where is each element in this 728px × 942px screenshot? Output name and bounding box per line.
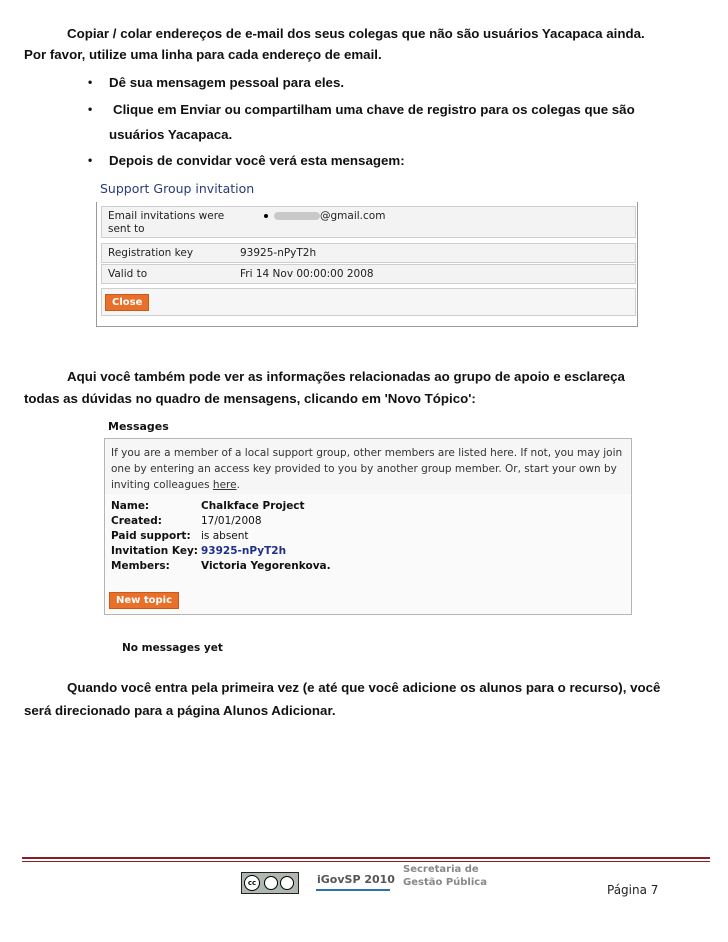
invitation-title: Support Group invitation [100, 181, 255, 196]
email-label: Email invitations were sent to [108, 210, 225, 235]
reg-key-label: Registration key [108, 247, 194, 259]
valid-label: Valid to [108, 268, 148, 280]
valid-row [101, 264, 636, 284]
name-value: Chalkface Project [201, 500, 305, 512]
info-line-3-prefix: inviting colleagues [111, 479, 213, 491]
reg-key-value: 93925-nPyT2h [240, 247, 317, 259]
messages-screenshot [104, 418, 632, 658]
creative-commons-badge [241, 872, 299, 894]
info-line-1: If you are a member of a local support group, other members are listed here. If not, you may join [111, 447, 623, 459]
igovsp-logo: iGovSP 2010 [317, 873, 395, 886]
email-row [101, 206, 636, 238]
cc-logo-icon: cc [244, 875, 260, 891]
info-line-2: one by entering an access key provided to you by another group member. Or, start your own by [111, 463, 617, 475]
invitation-key-value: 93925-nPyT2h [201, 545, 287, 557]
paragraph-2-line-2: todas as dúvidas no quadro de mensagens, clicando em 'Novo Tópico': [24, 391, 476, 406]
info-line-3 [111, 477, 240, 493]
no-messages-text: No messages yet [122, 642, 223, 654]
paid-support-label: Paid support: [111, 530, 191, 542]
group-details-box [104, 494, 632, 615]
email-domain: @gmail.com [320, 210, 386, 222]
bullet-glyph: • [88, 153, 93, 167]
bullet-item-2-line-1: Clique em Enviar ou compartilham uma chave de registro para os colegas que são [113, 102, 635, 117]
messages-title: Messages [108, 420, 169, 433]
members-value: Victoria Yegorenkova. [201, 560, 331, 572]
paragraph-3-line-2: será direcionado para a página Alunos Adicionar. [24, 703, 336, 718]
bullet-glyph: • [88, 102, 93, 116]
invite-here-link[interactable]: here [212, 479, 237, 491]
footer-rule-thin [22, 861, 710, 862]
reg-key-row [101, 243, 636, 263]
created-label: Created: [111, 515, 162, 527]
nc-dollar-icon [280, 876, 294, 890]
bullet-dot [264, 214, 268, 218]
paragraph-1-line-2: Por favor, utilize uma linha para cada endereço de email. [24, 47, 382, 62]
paragraph-1-line-1: Copiar / colar endereços de e-mail dos seus colegas que não são usuários Yacapaca ainda. [67, 26, 645, 41]
paragraph-3-line-1: Quando você entra pela primeira vez (e até que você adicione os alunos para o recurso), você [67, 680, 661, 695]
by-person-icon [264, 876, 278, 890]
invitation-frame [96, 202, 638, 327]
invitation-key-label: Invitation Key: [111, 545, 199, 557]
igovsp-underline [316, 889, 390, 891]
members-label: Members: [111, 560, 170, 572]
paid-support-value: is absent [201, 530, 249, 542]
close-row [101, 288, 636, 316]
footer-rule [22, 857, 710, 859]
bullet-item-1: Dê sua mensagem pessoal para eles. [109, 75, 345, 90]
bullet-glyph: • [88, 75, 93, 89]
secretaria-line-2: Gestão Pública [403, 877, 487, 888]
new-topic-button[interactable]: New topic [109, 592, 179, 609]
paragraph-2-line-1: Aqui você também pode ver as informações relacionadas ao grupo de apoio e esclareça [67, 369, 625, 384]
bullet-item-2-line-2: usuários Yacapaca. [109, 127, 233, 142]
close-button[interactable]: Close [105, 294, 149, 311]
secretaria-line-1: Secretaria de [403, 864, 479, 875]
info-line-3-suffix: . [236, 479, 240, 491]
email-value [264, 210, 385, 223]
name-label: Name: [111, 500, 150, 512]
page-number: Página 7 [607, 883, 659, 897]
valid-value: Fri 14 Nov 00:00:00 2008 [240, 268, 374, 280]
bullet-item-3: Depois de convidar você verá esta mensagem: [109, 153, 405, 168]
invitation-screenshot [92, 178, 637, 326]
created-value: 17/01/2008 [201, 515, 262, 527]
redacted-email [274, 212, 320, 220]
